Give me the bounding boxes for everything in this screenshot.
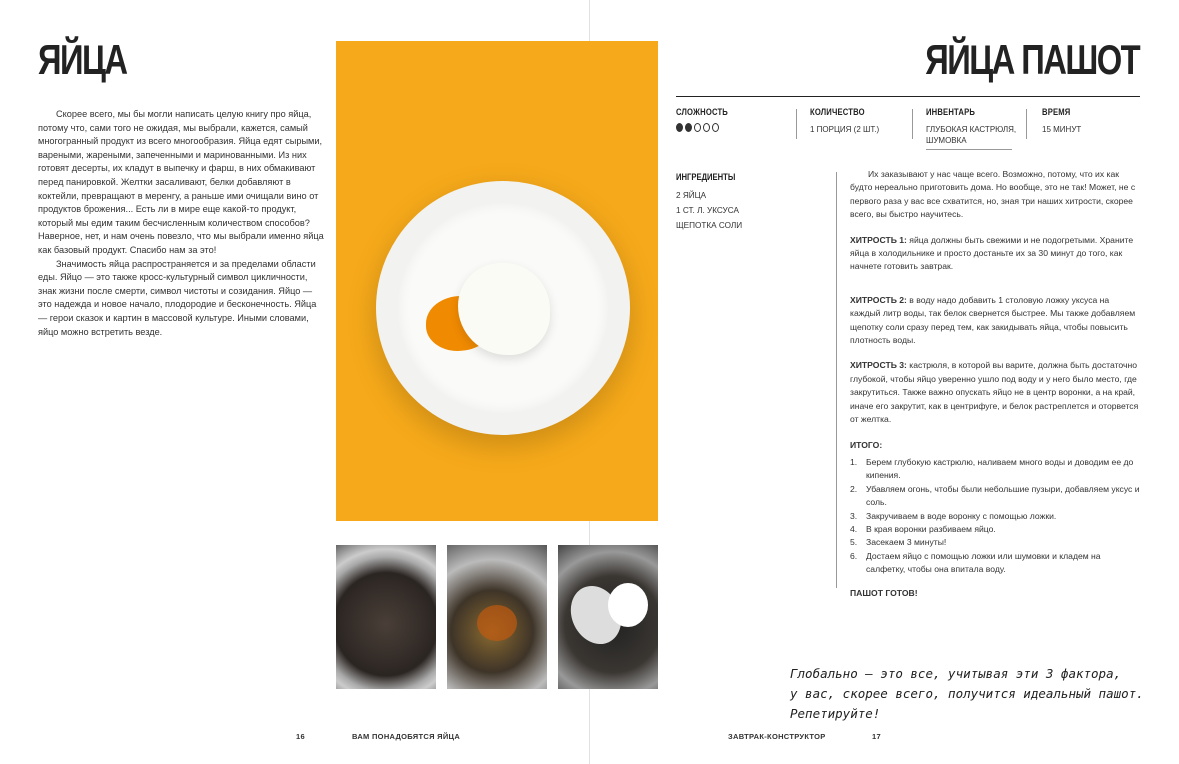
handnote-line: у вас, скорее всего, получится идеальный пашот. xyxy=(790,686,1144,701)
ingredient-item: 1 СТ. Л. УКСУСА xyxy=(676,206,739,215)
tip-1-text: яйца должны быть свежими и не подогретыми. Храните яйца в холодильнике и просто достаньте их за 30 минут до того, как начнете готовить завтрак. xyxy=(850,234,1134,272)
quantity-label: КОЛИЧЕСТВО xyxy=(810,107,865,117)
equipment-value-line2: ШУМОВКА xyxy=(926,136,967,145)
step-item: 1. Берем глубокую кастрюлю, наливаем много воды и доводим ее до кипения. xyxy=(850,456,1134,481)
handnote-line: Глобально — это все, учитывая эти 3 фактора, xyxy=(790,666,1122,681)
method-lead: Их заказывают у нас чаще всего. Возможно, потому, что их как будто нереально приготовить дома. Но вообще, это не так! Может, не с первого раза у вас все схватится, но, зная три наших хитрости, скорее всего, вы быстро научитесь. xyxy=(850,169,1136,220)
tip-1-label: ХИТРОСТЬ 1: xyxy=(850,234,907,245)
hero-photo-poached-egg xyxy=(336,41,658,521)
difficulty-label: СЛОЖНОСТЬ xyxy=(676,107,728,117)
page-number-right: 17 xyxy=(872,732,881,741)
difficulty-dot xyxy=(685,123,692,132)
recipe-stats xyxy=(676,96,1140,145)
intro-paragraph-1: Скорее всего, мы бы могли написать целую книгу про яйца, потому что, сами того не ожидая, мы выбрали, кажется, самый многогранный продукт из всего многообразия. Яйца едят сырыми, вареными, жареными, запеченными и маринованными. Из них готовят десерты, их кладут в выпечку и фарш, в них обмакивают перед панировкой. Желтки засаливают, белки добавляют в коктейли, превращают в меренгу, а раньше ими очищали вино от продуктов брожения... Есть ли в мире еще какой-то продукт, который мы едим таким бесчисленным количеством способов? Наверное, нет, и нам очень повезло, что мы выбрали именно яйца как базовый продукт. Спасибо нам за это! xyxy=(38,109,324,255)
page-number-left: 16 xyxy=(296,732,305,741)
step-item: 4. В края воронки разбиваем яйцо. xyxy=(850,523,996,534)
difficulty-dot xyxy=(712,123,719,132)
tip-2-label: ХИТРОСТЬ 2: xyxy=(850,294,907,305)
ingredients xyxy=(676,172,816,233)
intro-text xyxy=(38,108,328,339)
step-item: 5. Засекаем 3 минуты! xyxy=(850,537,947,548)
step-photo-egg-on-skimmer xyxy=(558,545,658,689)
page-title-right: ЯЙЦА ПАШОТ xyxy=(925,36,1139,83)
quantity-value: 1 ПОРЦИЯ (2 ШТ.) xyxy=(810,125,880,134)
tip-1 xyxy=(850,234,1140,274)
equipment-value-line1: ГЛУБОКАЯ КАСТРЮЛЯ, xyxy=(926,125,1017,134)
ingredient-item: 2 ЯЙЦА xyxy=(676,191,707,200)
step-item: 3. Закручиваем в воде воронку с помощью ложки. xyxy=(850,510,1057,521)
method-divider xyxy=(836,172,837,588)
running-head-right: ЗАВТРАК-КОНСТРУКТОР xyxy=(728,732,826,741)
tip-3-label: ХИТРОСТЬ 3: xyxy=(850,360,907,371)
running-head-left: ВАМ ПОНАДОБЯТСЯ ЯЙЦА xyxy=(352,732,461,741)
stat-difficulty xyxy=(676,107,737,143)
stat-equipment xyxy=(926,107,1016,143)
time-value: 15 МИНУТ xyxy=(1042,125,1082,134)
ingredient-item: ЩЕПОТКА СОЛИ xyxy=(676,221,743,230)
equipment-label: ИНВЕНТАРЬ xyxy=(926,107,976,117)
stat-quantity xyxy=(810,107,879,143)
step-photo-egg-in-swirl xyxy=(447,545,547,689)
method-text xyxy=(850,168,1140,600)
difficulty-dot xyxy=(676,123,683,132)
steps-list xyxy=(850,456,1140,577)
tip-3 xyxy=(850,359,1140,426)
intro-paragraph-2: Значимость яйца распространяется и за пределами области еды. Яйцо — это также кросс-культурный символ цикличности, знак жизни после смерти, символ чистоты и созидания. Яйцо — это надежда и новое начало, плодородие и бесконечность. Яйца — герои сказок и картин в массовой культуре. Иными словами, яйцо можно встретить везде. xyxy=(38,258,317,337)
done-label: ПАШОТ ГОТОВ! xyxy=(850,587,918,598)
stat-time xyxy=(1042,107,1081,143)
handnote-line: Репетируйте! xyxy=(790,706,881,721)
summary-label: ИТОГО: xyxy=(850,439,883,450)
tip-2 xyxy=(850,294,1140,348)
handwritten-note xyxy=(790,664,1150,724)
difficulty-rating xyxy=(676,123,737,132)
difficulty-dot xyxy=(694,123,701,132)
tip-2-text: в воду надо добавить 1 столовую ложку уксуса на каждый литр воды, так белок свернется быстрее. Мы также добавляем щепотку соли сразу перед тем, как закидывать яйца, чтобы повысить плотность воды. xyxy=(850,294,1136,346)
time-label: ВРЕМЯ xyxy=(1042,107,1071,117)
page-title-left: ЯЙЦА xyxy=(38,36,127,83)
step-item: 2. Убавляем огонь, чтобы были небольшие пузыри, добавляем уксус и соль. xyxy=(850,483,1140,508)
step-item: 6. Достаем яйцо с помощью ложки или шумовки и кладем на салфетку, чтобы она впитала воду. xyxy=(850,550,1101,575)
step-photo-boiling-water xyxy=(336,545,436,689)
ingredients-label: ИНГРЕДИЕНТЫ xyxy=(676,172,736,182)
tip-3-text: кастрюля, в которой вы варите, должна быть достаточно глубокой, чтобы яйцо уверенно ушло под воду и у него было место, где закрутиться. Также важно опускать яйцо не в центр воронки, а на край, иначе его закрутит, как в центрифуге, и белок растреплется и оторвется от желтка. xyxy=(850,360,1139,425)
difficulty-dot xyxy=(703,123,710,132)
equipment-value xyxy=(926,124,1016,146)
